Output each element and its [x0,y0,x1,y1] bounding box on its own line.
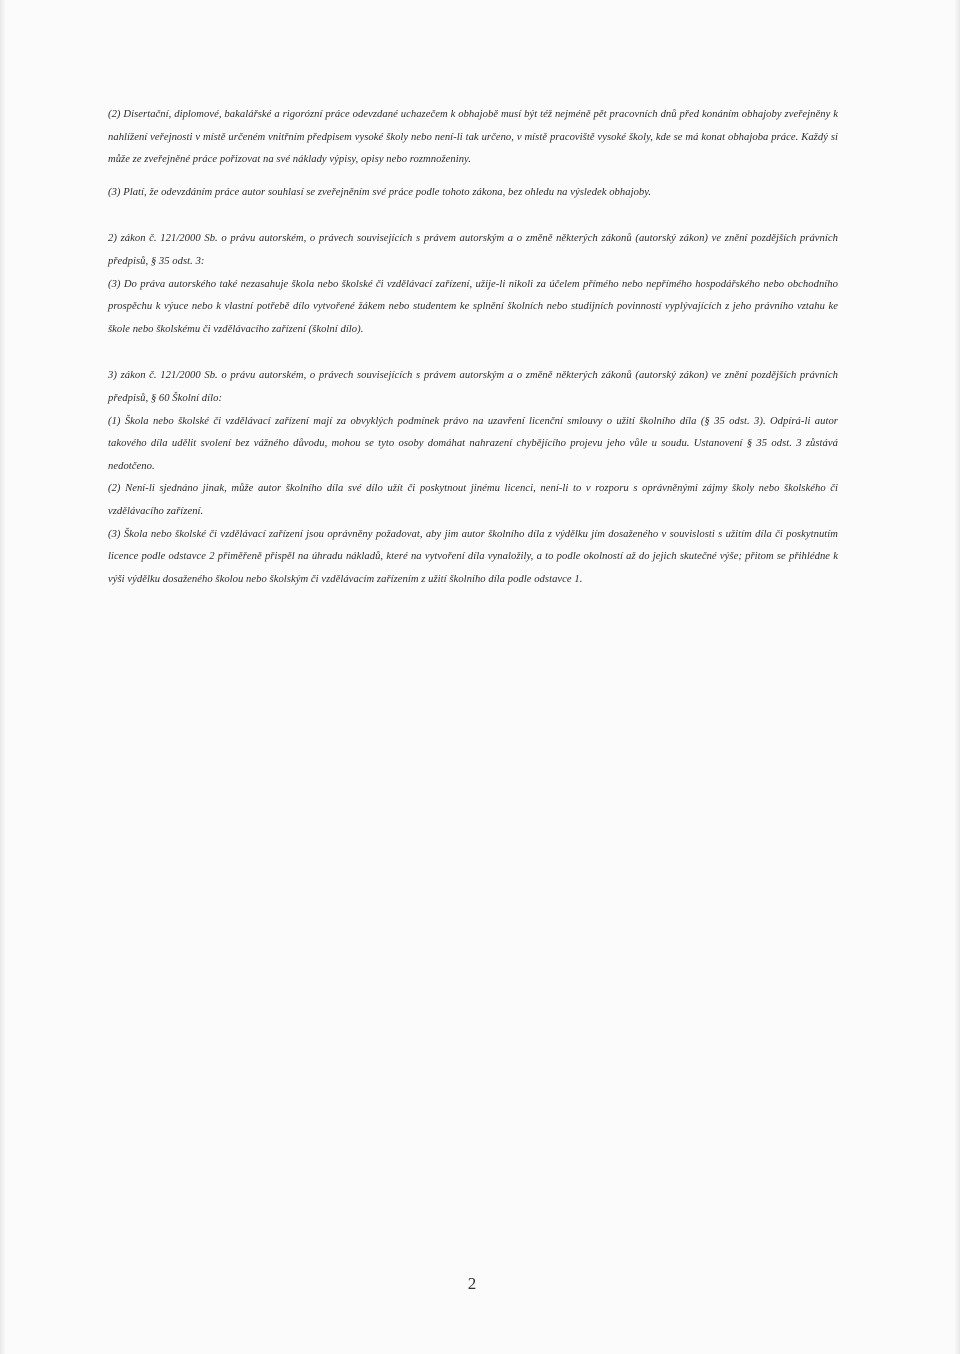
scan-edge-left [0,0,6,1354]
footnote-2-intro: 2) zákon č. 121/2000 Sb. o právu autorském, o právech souvisejících s právem autorským a o změně některých zákonů (autorský zákon) ve znění pozdějších právních předpisů, § 35 odst. 3: [108,233,838,267]
scan-edge-right [954,0,960,1354]
spacer [108,172,838,182]
paragraph-theses-publication: (2) Disertační, diplomové, bakalářské a rigorózní práce odevzdané uchazečem k obhajobě musí být též nejméně pět pracovních dnů před konáním obhajoby zveřejněny k nahlížení veřejnosti v místě určeném vnitřním předpisem vysoké školy nebo není-li tak určeno, v místě pracoviště vysoké školy, kde se má konat obhajoba práce. Každý si může ze zveřejněné práce pořizovat na své náklady výpisy, opisy nebo rozmnoženiny. [108,109,838,166]
spacer [108,204,838,228]
paragraph-licence-agreement: (1) Škola nebo školské či vzdělávací zařízení mají za obvyklých podmínek právo na uzavření licenční smlouvy o užití školního díla (§ 35 odst. 3). Odpírá-li autor takového díla udělit svolení bez vážného důvodu, mohou se tyto osoby domáhat nahrazení chybějícího projevu jeho vůle u soudu. Ustanovení § 35 odst. 3 zůstává nedotčeno. [108,415,838,472]
spacer [108,341,838,365]
footnote-3-intro: 3) zákon č. 121/2000 Sb. o právu autorském, o právech souvisejících s právem autorským a o změně některých zákonů (autorský zákon) ve znění pozdějších právních předpisů, § 60 Školní dílo: [108,370,838,404]
paragraph-cost-contribution: (3) Škola nebo školské či vzdělávací zařízení jsou oprávněny požadovat, aby jim autor školního díla z výdělku jím dosaženého v souvislosti s užitím díla či poskytnutím licence podle odstavce 2 přiměřeně přispěl na úhradu nákladů, které na vytvoření díla vynaložily, a to podle okolností až do jejich skutečné výše; přitom se přihlédne k výši výdělku dosaženého školou nebo školským či vzdělávacím zařízením z užití školního díla podle odstavce 1. [108,528,838,585]
document-body [108,104,838,591]
paragraph-school-work-use: (3) Do práva autorského také nezasahuje škola nebo školské či vzdělávací zařízení, užije-li nikoli za účelem přímého nebo nepřímého hospodářského nebo obchodního prospěchu k výuce nebo k vlastní potřebě dílo vytvořené žákem nebo studentem ke splnění školních nebo studijních povinností vyplývajících z jeho právního vztahu ke škole nebo školskému či vzdělávacího zařízení (školní dílo). [108,278,838,335]
paragraph-author-use: (2) Není-li sjednáno jinak, může autor školního díla své dílo užít či poskytnout jinému licenci, není-li to v rozporu s oprávněnými zájmy školy nebo školského či vzdělávacího zařízení. [108,483,838,517]
paragraph-consent-publication: (3) Platí, že odevzdáním práce autor souhlasí se zveřejněním své práce podle tohoto zákona, bez ohledu na výsledek obhajoby. [108,186,652,198]
page-number: 2 [467,1274,477,1293]
